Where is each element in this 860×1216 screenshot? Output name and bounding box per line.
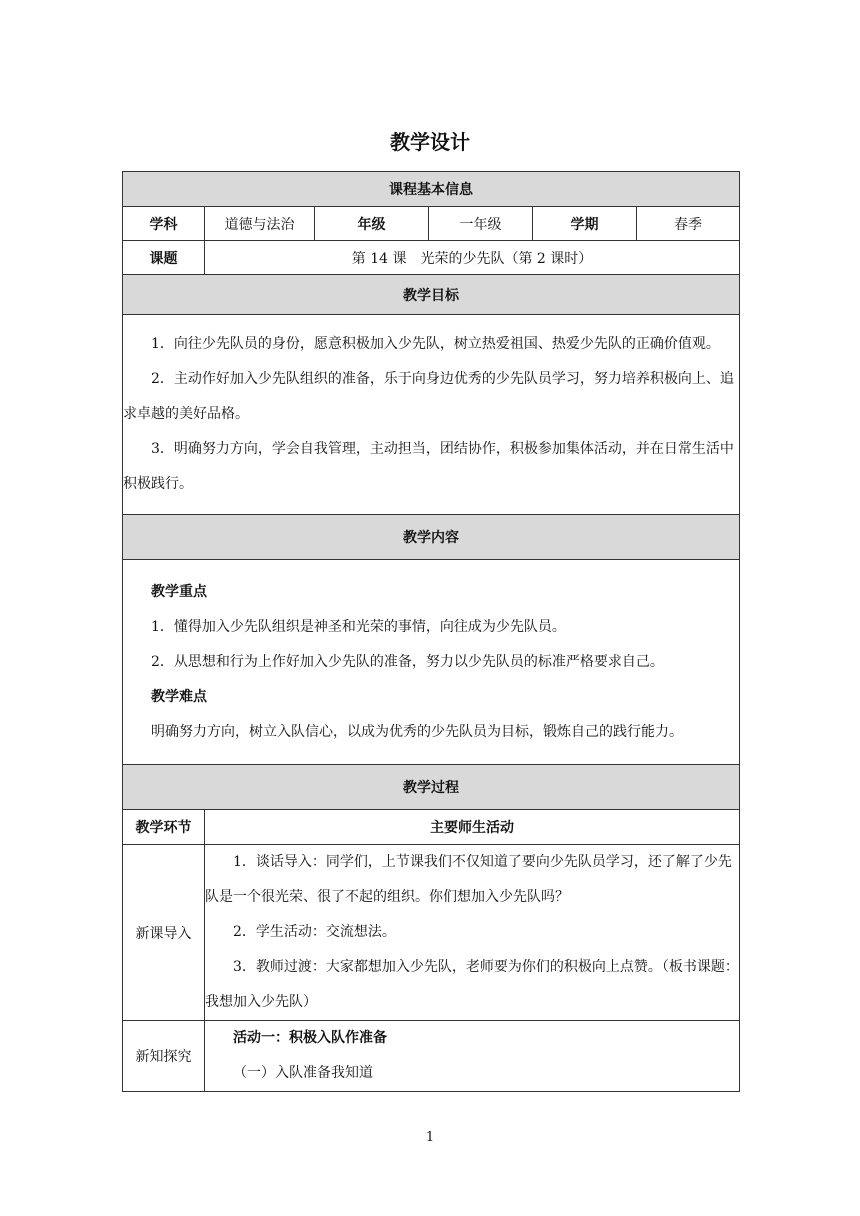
term-value: 春季 (637, 207, 740, 241)
key-point-item: 2．从思想和行为上作好加入少先队的准备，努力以少先队员的标准严格要求自己。 (151, 653, 664, 670)
objectives-header: 教学目标 (123, 275, 740, 315)
objective-item: 3．明确努力方向，学会自我管理，主动担当，团结协作，积极参加集体活动，并在日常生活中积极践行。 (123, 441, 734, 492)
explore-activities (205, 1021, 740, 1092)
process-header: 教学过程 (123, 765, 740, 810)
difficult-point-text: 明确努力方向，树立入队信心，以成为优秀的少先队员为目标，锻炼自己的践行能力。 (151, 723, 683, 740)
content-header: 教学内容 (123, 515, 740, 560)
activity-one-sub: （一）入队准备我知道 (233, 1065, 373, 1081)
intro-activity-item: 2．学生活动：交流想法。 (233, 924, 396, 940)
stage-explore: 新知探究 (123, 1021, 205, 1092)
objectives-body (123, 315, 740, 515)
objective-item: 2．主动作好加入少先队组织的准备，乐于向身边优秀的少先队员学习，努力培养积极向上、追求卓越的美好品格。 (123, 371, 734, 422)
topic-value: 第 14 课 光荣的少先队（第 2 课时） (205, 241, 740, 275)
key-point-item: 1．懂得加入少先队组织是神圣和光荣的事情，向往成为少先队员。 (151, 618, 566, 635)
key-points-title: 教学重点 (151, 583, 207, 600)
stage-column-header: 教学环节 (123, 810, 205, 845)
intro-activity-item: 1．谈话导入：同学们，上节课我们不仅知道了要向少先队员学习，还了解了少先队是一个很光荣、很了不起的组织。你们想加入少先队吗？ (205, 854, 732, 905)
subject-label: 学科 (123, 207, 205, 241)
stage-intro: 新课导入 (123, 845, 205, 1021)
topic-label: 课题 (123, 241, 205, 275)
activity-column-header: 主要师生活动 (205, 810, 740, 845)
subject-value: 道德与法治 (205, 207, 315, 241)
grade-label: 年级 (315, 207, 429, 241)
term-label: 学期 (533, 207, 637, 241)
basic-info-header: 课程基本信息 (123, 172, 740, 207)
lesson-plan-table (122, 171, 740, 1092)
content-body (123, 560, 740, 765)
intro-activities (205, 845, 740, 1021)
objective-item: 1．向往少先队员的身份，愿意积极加入少先队，树立热爱祖国、热爱少先队的正确价值观。 (151, 336, 720, 352)
page-number: 1 (425, 1130, 435, 1145)
intro-activity-item: 3．教师过渡：大家都想加入少先队，老师要为你们的积极向上点赞。（板书课题：我想加入少先队） (205, 959, 739, 1010)
difficult-points-title: 教学难点 (151, 688, 207, 705)
document-title: 教学设计 (390, 130, 470, 154)
grade-value: 一年级 (429, 207, 533, 241)
activity-one-title: 活动一：积极入队作准备 (233, 1030, 387, 1046)
